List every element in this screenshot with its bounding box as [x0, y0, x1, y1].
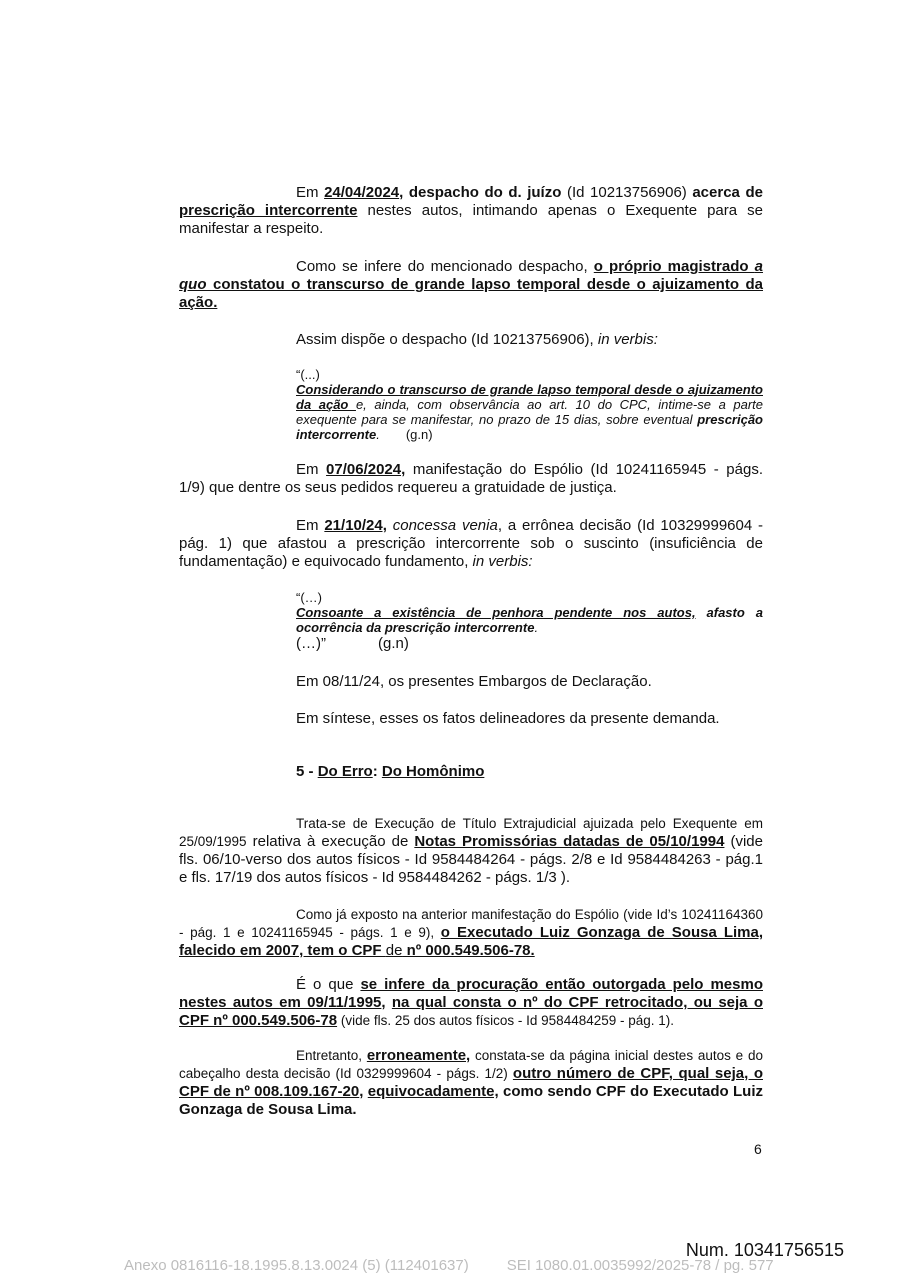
text-bold: , — [381, 994, 392, 1011]
text-bold-underline: o próprio magistrado — [593, 258, 755, 275]
quote-close: (…)” — [296, 635, 326, 652]
text: Entretanto, — [296, 1048, 367, 1063]
text: nestes autos, intimando apenas o Exequente para se manifestar a respeito. — [179, 202, 763, 237]
quote-open: “(…) — [296, 590, 322, 605]
text: Trata-se de Execução de Título Extrajudicial ajuizada pelo Exequente em 25/09/1995 — [179, 816, 763, 849]
quote-bold-underline: Consoante a existência de penhora pendente nos autos, — [296, 605, 696, 620]
document-number: Num. 10341756515 — [685, 1240, 844, 1260]
date-emphasis: 21/10/24, — [324, 517, 387, 534]
text-bold: acerca de — [692, 184, 763, 201]
text: (Id 10213756906) — [561, 184, 693, 201]
paragraph-21-10 — [179, 517, 763, 571]
quote-bold: afasto a ocorrência da prescrição intercorrente — [296, 605, 763, 635]
text: Como já exposto na anterior manifestação do Espólio (vide Id’s 10241164360 - pág. 1 e 10241165945 - págs. 1 e 9), — [179, 907, 763, 940]
quote-text: e, ainda, com observância ao art. 10 do CPC, intime-se a parte exequente para se manifestar, no prazo de 15 dias, sobre eventual — [296, 397, 763, 427]
text-italic: in verbis: — [597, 331, 658, 348]
date-emphasis: 07/06/2024, — [326, 461, 406, 478]
text-bold-underline: na qual consta o nº do CPF retrocitado, ou seja o CPF nº 000.549.506-78 — [179, 994, 763, 1029]
text: constata-se da página inicial destes autos e do cabeçalho desta decisão (Id 0329999604 - págs. 1/2) — [179, 1048, 764, 1081]
text-italic: concessa venia — [392, 517, 498, 534]
text-italic: in verbis: — [472, 553, 533, 570]
text: É o que — [296, 976, 361, 993]
paragraph-execucao — [179, 815, 763, 887]
page-number: 6 — [754, 1141, 762, 1157]
quote-bold: prescrição intercorrente — [296, 412, 763, 442]
footer-right: SEI 1080.01.0035992/2025-78 / pg. 577 — [506, 1257, 774, 1274]
text-bold-underline: nº 000.549.506-78. — [402, 942, 535, 959]
heading-part: Do Homônimo — [381, 763, 485, 780]
text-bold: , despacho do d. juízo — [399, 184, 562, 201]
quote-gn: (g.n) — [378, 635, 409, 652]
text: Em — [296, 517, 325, 534]
heading-separator: : — [372, 763, 382, 780]
quote-text: . — [534, 620, 539, 635]
footer-left: Anexo 0816116-18.1995.8.13.0024 (5) (112401637) — [124, 1257, 469, 1274]
text-bold-underline: prescrição intercorrente — [179, 202, 358, 219]
quote-text: . — [376, 427, 380, 442]
text: Em — [296, 184, 325, 201]
text-bold-underline: outro número de CPF, qual seja, o CPF de nº 008.109.167-20 — [179, 1065, 763, 1100]
quote-bold-underline: Considerando o transcurso de grande lapso temporal desde o ajuizamento da ação — [296, 382, 763, 412]
paragraph-assim-dispoe — [179, 331, 763, 349]
text: (vide fls. 06/10-verso dos autos físicos - Id 9584484264 - págs. 2/8 e Id 9584484263 - pág.1 e fls. 17/19 dos autos físicos - Id 9584484262 - págs. 1/3 ). — [179, 833, 763, 886]
text-bold-underline: erroneamente, — [366, 1047, 471, 1064]
text: relativa à execução de — [246, 833, 415, 850]
quote-open: “(...) — [296, 367, 320, 382]
text: Em — [296, 461, 327, 478]
paragraph-erroneamente — [179, 1047, 763, 1119]
paragraph-cpf-correto — [179, 906, 763, 960]
text-bold-underline: constatou o transcurso de grande lapso temporal desde o ajuizamento da ação. — [179, 276, 763, 311]
text-bold-underline: o Executado Luiz Gonzaga de Sousa Lima, falecido em 2007, tem o CPF — [179, 924, 763, 959]
text: , a errônea decisão (Id 10329999604 - pág. 1) que afastou a prescrição intercorrente sob o suscinto (insuficiência de fundamentação) e equivocado fundamento, — [179, 517, 764, 570]
text: (vide fls. 25 dos autos físicos - Id 9584484259 - pág. 1). — [337, 1013, 675, 1028]
text-bold-italic: a quo — [179, 258, 763, 293]
text-bold-underline: Notas Promissórias datadas de 05/10/1994 — [414, 833, 725, 850]
quote-gn: (g.n) — [405, 427, 433, 442]
section-heading — [296, 763, 484, 780]
heading-part: Do Erro — [317, 763, 373, 780]
paragraph-embargos: Em 08/11/24, os presentes Embargos de Declaração. — [296, 673, 652, 690]
paragraph-sintese: Em síntese, esses os fatos delineadores da presente demanda. — [296, 710, 720, 727]
text-bold-underline: equivocadamente, — [367, 1083, 499, 1100]
quote-despacho — [296, 367, 763, 442]
text: manifestação do Espólio (Id 10241165945 - págs. 1/9) que dentre os seus pedidos requereu a gratuidade de justiça. — [179, 461, 763, 496]
text: Como se infere do mencionado despacho, — [296, 258, 594, 275]
paragraph-procuracao — [179, 976, 763, 1030]
paragraph-07-06 — [179, 461, 763, 497]
paragraph-magistrado — [179, 258, 763, 312]
quote-decisao — [296, 590, 763, 653]
text-bold: como sendo CPF do Executado Luiz Gonzaga de Sousa Lima. — [179, 1083, 764, 1118]
paragraph-despacho-24-04 — [179, 184, 763, 238]
text-bold: , — [359, 1083, 368, 1100]
footer-watermark — [124, 1257, 774, 1274]
text-underline: de — [385, 942, 403, 959]
date-emphasis: 24/04/2024 — [324, 184, 400, 201]
heading-number: 5 - — [296, 763, 318, 780]
text-bold-underline: se infere da procuração então outorgada pelo mesmo nestes autos em 09/11/1995 — [179, 976, 763, 1011]
text: Assim dispõe o despacho (Id 10213756906), — [296, 331, 598, 348]
